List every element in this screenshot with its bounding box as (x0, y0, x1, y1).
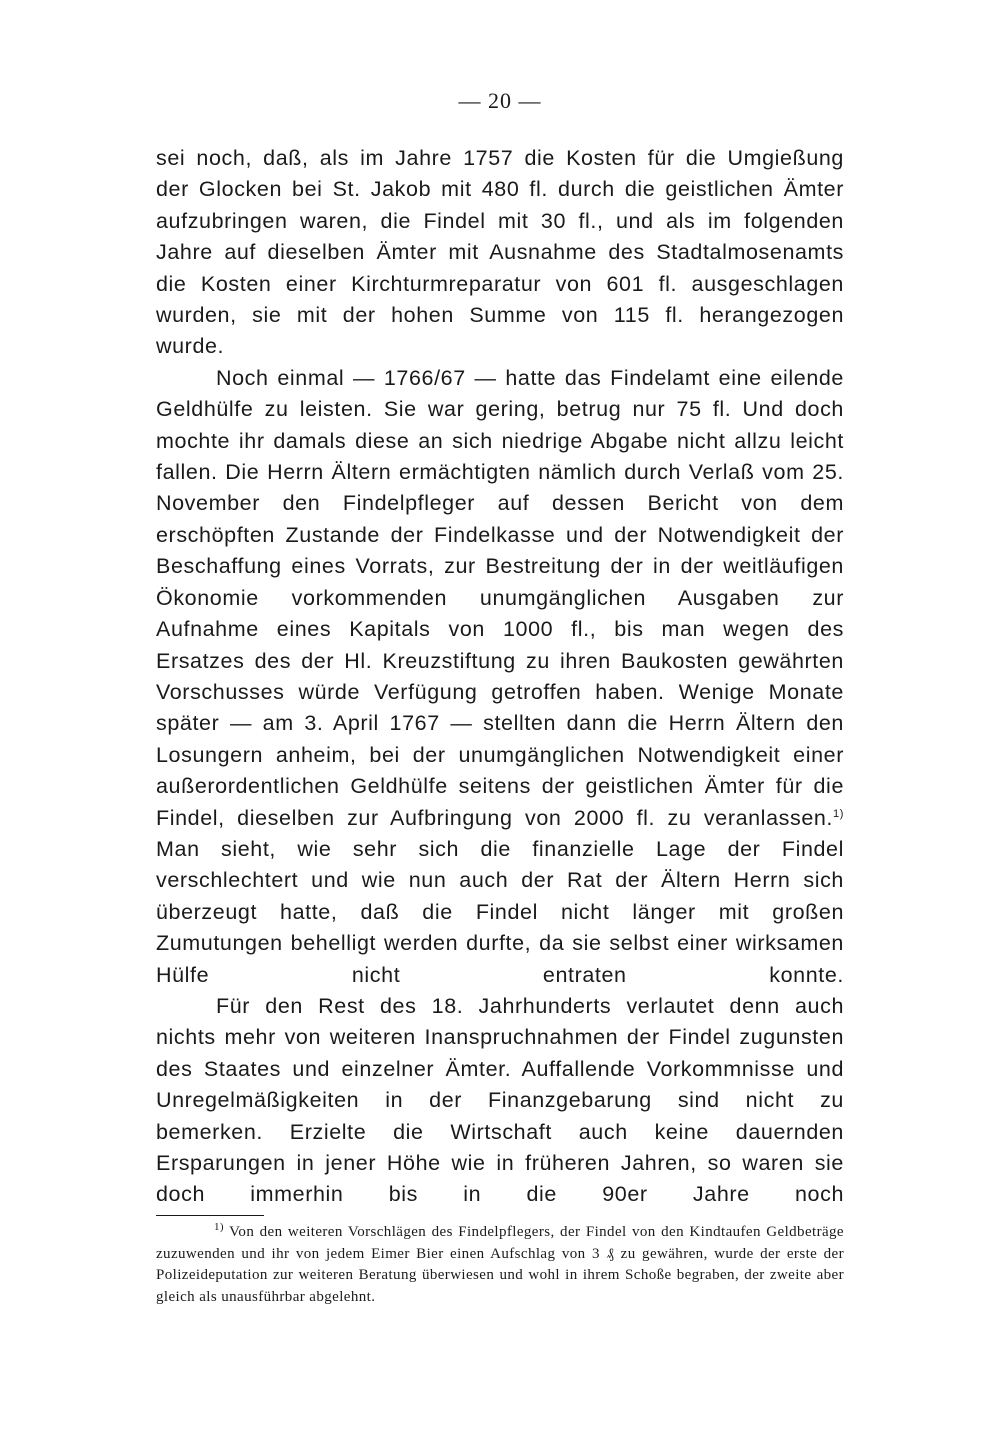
footnote-divider (156, 1215, 264, 1216)
footnote-reference: 1) (833, 807, 844, 820)
paragraph-2 (156, 363, 844, 991)
footnote-mark: 1) (214, 1221, 224, 1233)
body-text (156, 143, 844, 1211)
page-number: — 20 — (458, 88, 542, 113)
paragraph-2-text-b: Man sieht, wie sehr sich die finanzielle Lage der Findel verschlechtert und wie nun auch der Rat der Ältern Herrn sich überzeugt hatte, daß die Findel nicht länger mit großen Zumutungen behelligt werden durfte, da sie selbst einer wirksamen Hülfe nicht entraten konnte. (156, 836, 844, 987)
paragraph-3: Für den Rest des 18. Jahrhunderts verlautet denn auch nichts mehr von weiteren Inanspruchnahmen der Findel zugunsten des Staates und einzelner Ämter. Auffallende Vorkommnisse und Unregelmäßigkeiten in der Finanzgebarung sind nicht zu bemerken. Erzielte die Wirtschaft auch keine dauernden Ersparungen in jener Höhe wie in früheren Jahren, so waren sie doch immerhin bis in die 90er Jahre noch (156, 993, 844, 1207)
footnote (156, 1222, 844, 1308)
paragraph-2-text-a: Noch einmal — 1766/67 — hatte das Findelamt eine eilende Geldhülfe zu leisten. Sie war gering, betrug nur 75 fl. Und doch mochte ihr damals diese an sich niedrige Abgabe nicht allzu leicht fallen. Die Herrn Ältern ermächtigten nämlich durch Verlaß vom 25. November den Findelpfleger auf dessen Bericht von dem erschöpften Zustande der Findelkasse und der Notwendigkeit der Beschaffung eines Vorrats, zur Bestreitung der in der weitläufigen Ökonomie vorkommenden unumgänglichen Ausgaben zur Aufnahme eines Kapitals von 1000 fl., bis man wegen des Ersatzes des der Hl. Kreuzstiftung zu ihren Baukosten gewährten Vorschusses würde Verfügung getroffen haben. Wenige Monate später — am 3. April 1767 — stellten dann die Herrn Ältern den Losungern anheim, bei der unumgänglichen Notwendigkeit einer außerordentlichen Geldhülfe seitens der geistlichen Ämter für die Findel, dieselben zur Aufbringung von 2000 fl. zu veranlassen. (156, 365, 844, 830)
footnote-text: Von den weiteren Vorschlägen des Findelpflegers, der Findel von den Kindtaufen Geldbeträge zuzuwenden und ihr von jedem Eimer Bier einen Aufschlag von 3 ₰ zu gewähren, wurde der erste der Polizeideputation zur weiteren Beratung überwiesen und wohl in ihrem Schoße begraben, der zweite aber gleich als unausführbar abgelehnt. (156, 1224, 844, 1305)
paragraph-1: sei noch, daß, als im Jahre 1757 die Kosten für die Umgießung der Glocken bei St. Jakob mit 480 fl. durch die geistlichen Ämter aufzubringen waren, die Findel mit 30 fl., und als im folgenden Jahre auf dieselben Ämter mit Ausnahme des Stadtalmosenamts die Kosten einer Kirchturmreparatur von 601 fl. ausgeschlagen wurden, sie mit der hohen Summe von 115 fl. herangezogen wurde. (156, 146, 844, 359)
